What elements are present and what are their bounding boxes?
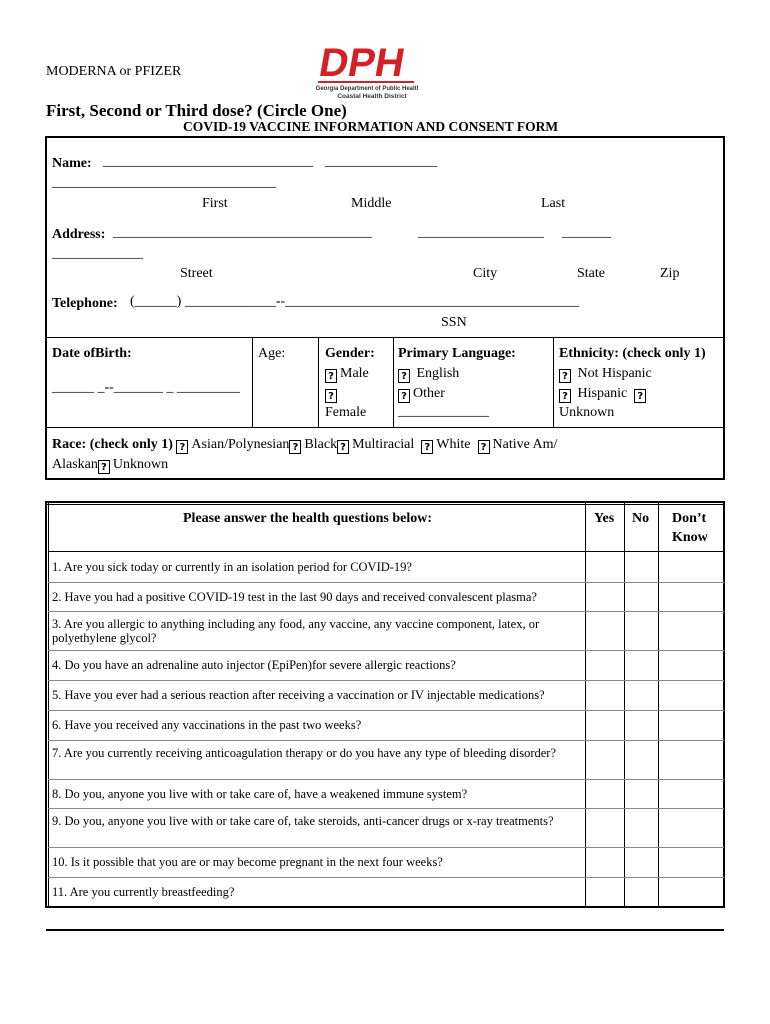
ethnicity-unknown-label: Unknown: [559, 405, 615, 420]
zip-field[interactable]: _____________: [52, 246, 143, 261]
race-asian-label: Asian/Polynesian: [191, 437, 290, 452]
gender-female-label: Female: [325, 405, 367, 420]
question-text: 1. Are you sick today or currently in an isolation period for COVID-19?: [52, 560, 412, 574]
answer-no-cell[interactable]: [625, 847, 658, 877]
ssn-caption: SSN: [441, 315, 467, 330]
answer-dont-know-cell[interactable]: [659, 808, 724, 847]
answer-no-cell[interactable]: [625, 710, 658, 740]
last-caption: Last: [541, 196, 566, 211]
dob-label: Date ofBirth:: [52, 346, 132, 361]
column-dont-know-1: Don’t: [672, 511, 707, 526]
answer-yes-cell[interactable]: [586, 552, 624, 582]
checkbox-icon[interactable]: ?: [478, 440, 490, 454]
checkbox-icon[interactable]: ?: [398, 369, 410, 383]
answer-yes-cell[interactable]: [586, 877, 624, 906]
race-row: [52, 437, 557, 454]
answer-no-cell[interactable]: [625, 808, 658, 847]
dob-field[interactable]: ______ _--_______ _ _________: [52, 380, 240, 395]
telephone-ssn-field[interactable]: (______) _____________--__________________________________________: [130, 294, 580, 309]
answer-no-cell[interactable]: [625, 582, 658, 611]
answer-no-cell[interactable]: [625, 740, 658, 779]
middle-caption: Middle: [351, 196, 392, 211]
answer-no-cell[interactable]: [625, 611, 658, 650]
logo-line-2: Coastal Health District: [337, 93, 407, 100]
city-caption: City: [473, 266, 498, 281]
answer-dont-know-cell[interactable]: [659, 611, 724, 650]
language-other-option[interactable]: [398, 386, 445, 403]
race-black-label: Black: [304, 437, 338, 452]
language-other-label: Other: [413, 386, 445, 401]
answer-no-cell[interactable]: [625, 552, 658, 582]
answer-yes-cell[interactable]: [586, 582, 624, 611]
question-text: 2. Have you had a positive COVID-19 test in the last 90 days and received convalescent plasma?: [52, 589, 537, 604]
age-label: Age:: [258, 346, 286, 361]
checkbox-icon[interactable]: ?: [634, 389, 646, 403]
answer-no-cell[interactable]: [625, 779, 658, 808]
ethnicity-not-hispanic-label: Not Hispanic: [577, 366, 652, 381]
ethnicity-hispanic-option[interactable]: [559, 386, 649, 403]
checkbox-icon[interactable]: ?: [176, 440, 188, 454]
dph-logo: [314, 40, 418, 102]
form-title: COVID-19 VACCINE INFORMATION AND CONSENT FORM: [183, 119, 559, 134]
question-text: 8. Do you, anyone you live with or take care of, have a weakened immune system?: [52, 786, 468, 801]
vaccine-type-label: MODERNA or PFIZER: [46, 64, 182, 79]
answer-dont-know-cell[interactable]: [659, 847, 724, 877]
gender-male-label: Male: [340, 366, 369, 381]
ethnicity-label: Ethnicity: (check only 1): [559, 346, 706, 361]
race-row-2: [52, 457, 168, 474]
state-caption: State: [577, 266, 605, 281]
answer-no-cell[interactable]: [625, 877, 658, 906]
question-text: 4. Do you have an adrenaline auto injector (EpiPen)for severe allergic reactions?: [52, 658, 456, 672]
address-label: Address:: [52, 227, 106, 242]
health-table-title: Please answer the health questions below:: [183, 511, 433, 526]
checkbox-icon[interactable]: ?: [337, 440, 349, 454]
telephone-label: Telephone:: [52, 296, 118, 311]
race-unknown-label: Unknown: [112, 457, 169, 472]
last-name-field[interactable]: ________________________________: [52, 175, 276, 190]
answer-no-cell[interactable]: [625, 650, 658, 680]
first-name-field[interactable]: ______________________________: [103, 154, 313, 169]
answer-yes-cell[interactable]: [586, 710, 624, 740]
ethnicity-not-hispanic-option[interactable]: [559, 366, 652, 383]
column-dont-know-2: Know: [672, 530, 708, 545]
race-multiracial-label: Multiracial: [352, 437, 415, 452]
answer-dont-know-cell[interactable]: [659, 710, 724, 740]
answer-yes-cell[interactable]: [586, 779, 624, 808]
name-label: Name:: [52, 156, 92, 171]
gender-female-checkbox[interactable]: [325, 386, 340, 403]
state-field[interactable]: _______: [562, 225, 611, 240]
gender-label: Gender:: [325, 346, 375, 361]
street-field[interactable]: _____________________________________: [113, 225, 372, 240]
language-other-field[interactable]: _____________: [398, 404, 489, 419]
answer-yes-cell[interactable]: [586, 740, 624, 779]
language-label: Primary Language:: [398, 346, 516, 361]
column-no: No: [632, 511, 650, 526]
dph-logo-icon: [314, 40, 418, 102]
answer-yes-cell[interactable]: [586, 650, 624, 680]
question-text: 3. Are you allergic to anything including any food, any vaccine, any vaccine component, latex, or polyethylene glycol?: [52, 616, 540, 645]
answer-dont-know-cell[interactable]: [659, 552, 724, 582]
question-text: 11. Are you currently breastfeeding?: [52, 884, 235, 899]
checkbox-icon[interactable]: ?: [98, 460, 110, 474]
logo-line-1: Georgia Department of Public Health: [315, 86, 418, 92]
question-text: 9. Do you, anyone you live with or take care of, take steroids, anti-cancer drugs or x-ray treatments?: [52, 813, 554, 828]
race-white-label: White: [436, 437, 471, 452]
checkbox-icon[interactable]: ?: [289, 440, 301, 454]
city-field[interactable]: __________________: [418, 225, 544, 240]
answer-dont-know-cell[interactable]: [659, 680, 724, 710]
language-english-label: English: [416, 366, 460, 381]
street-caption: Street: [180, 266, 213, 281]
middle-name-field[interactable]: ________________: [325, 154, 437, 169]
answer-yes-cell[interactable]: [586, 808, 624, 847]
answer-dont-know-cell[interactable]: [659, 650, 724, 680]
race-label: Race: (check only 1): [52, 437, 173, 452]
answer-yes-cell[interactable]: [586, 680, 624, 710]
question-text: 6. Have you received any vaccinations in the past two weeks?: [52, 718, 362, 732]
checkbox-icon[interactable]: ?: [325, 369, 337, 383]
zip-caption: Zip: [660, 266, 680, 281]
question-text: 10. Is it possible that you are or may become pregnant in the next four weeks?: [52, 855, 443, 869]
language-english-option[interactable]: [398, 366, 459, 383]
answer-yes-cell[interactable]: [586, 847, 624, 877]
ethnicity-hispanic-label: Hispanic: [577, 386, 628, 401]
answer-dont-know-cell[interactable]: [659, 877, 724, 906]
answer-dont-know-cell[interactable]: [659, 582, 724, 611]
question-text: 5. Have you ever had a serious reaction after receiving a vaccination or IV injectable medications?: [52, 688, 545, 702]
checkbox-icon[interactable]: ?: [559, 369, 571, 383]
race-alaskan-label: Alaskan: [52, 457, 98, 472]
checkbox-icon[interactable]: ?: [559, 389, 571, 403]
question-text: 7. Are you currently receiving anticoagulation therapy or do you have any type of bleeding disorder?: [52, 745, 556, 760]
column-yes: Yes: [594, 511, 615, 526]
checkbox-icon[interactable]: ?: [421, 440, 433, 454]
answer-dont-know-cell[interactable]: [659, 740, 724, 779]
first-caption: First: [202, 196, 228, 211]
answer-yes-cell[interactable]: [586, 611, 624, 650]
answer-no-cell[interactable]: [625, 680, 658, 710]
checkbox-icon[interactable]: ?: [325, 389, 337, 403]
dose-question: First, Second or Third dose? (Circle One): [46, 101, 347, 120]
answer-dont-know-cell[interactable]: [659, 779, 724, 808]
checkbox-icon[interactable]: ?: [398, 389, 410, 403]
logo-mark: DPH: [315, 40, 409, 85]
gender-male-option[interactable]: [325, 366, 369, 383]
race-native-label: Native Am/: [492, 437, 558, 452]
